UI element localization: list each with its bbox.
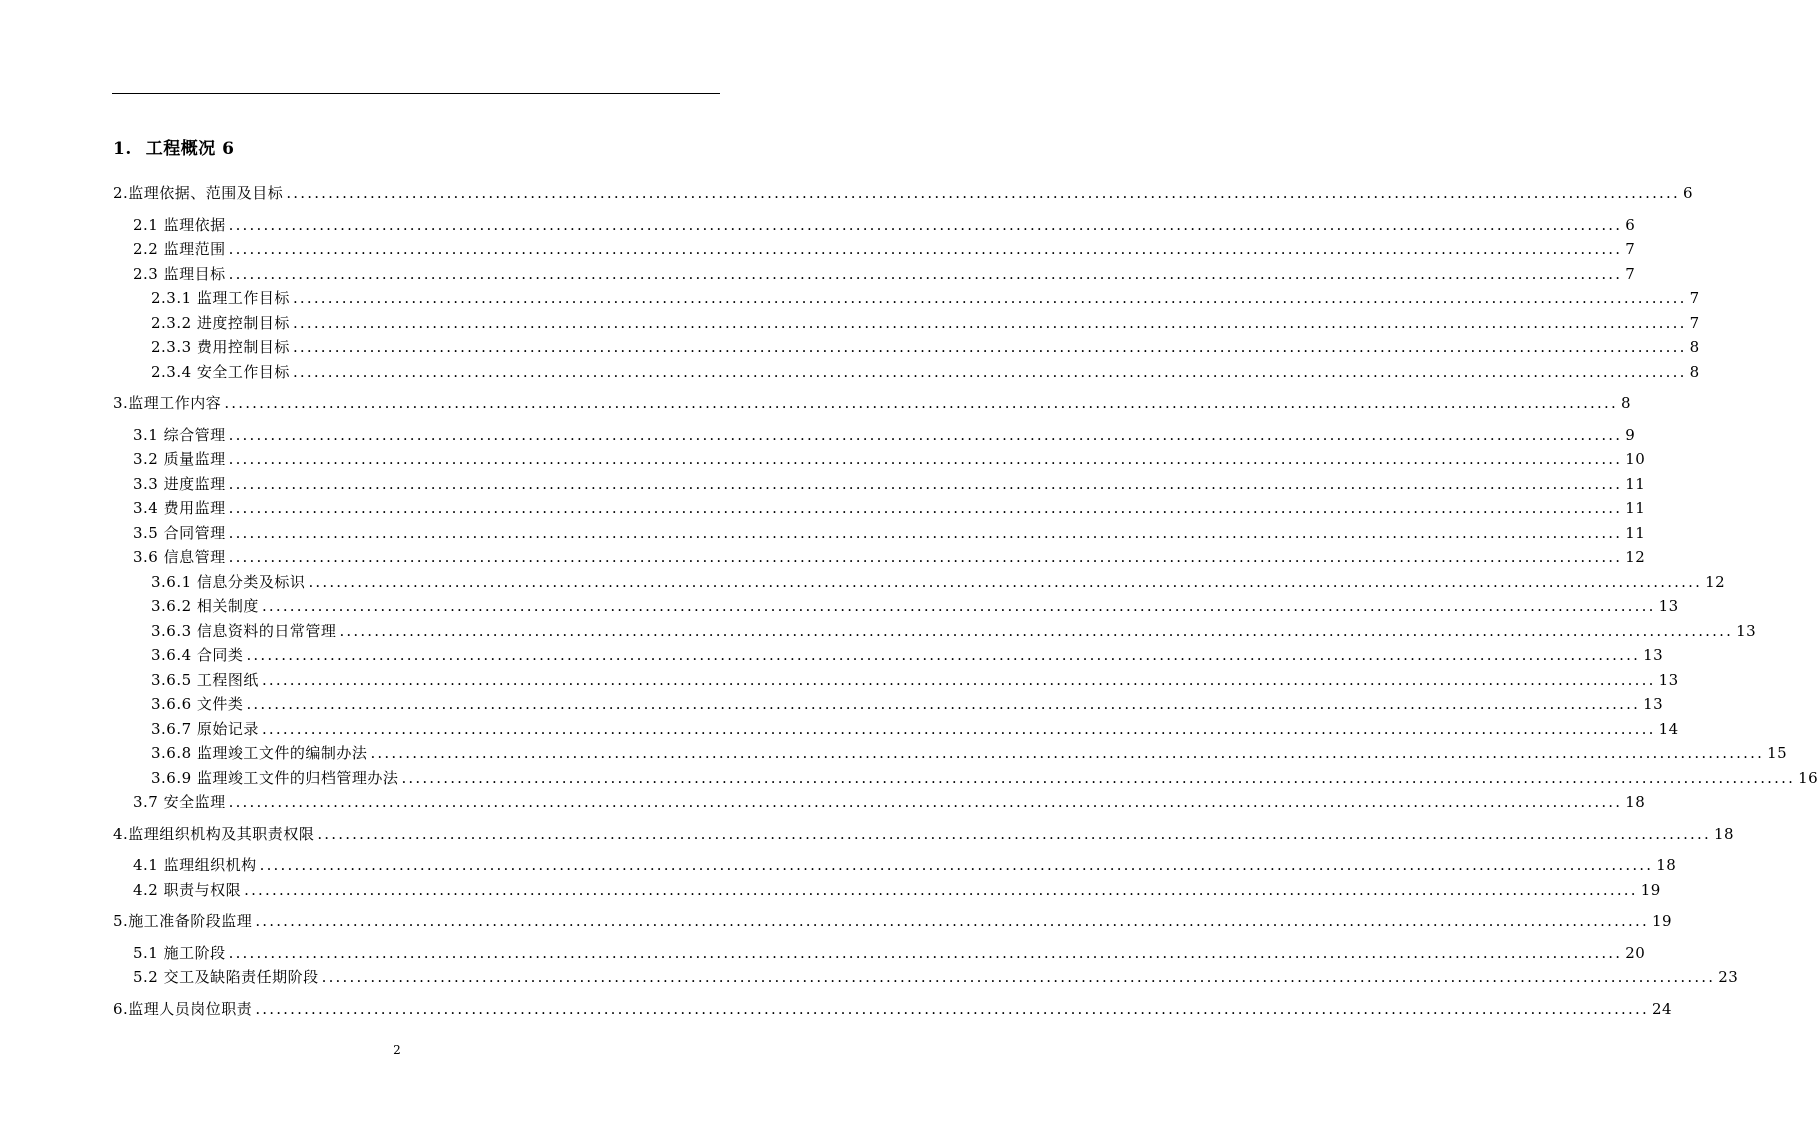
toc-leader-dots: ........................................................................................................................................................................................................ <box>228 215 1623 234</box>
toc-entry-page: 10 <box>1625 450 1646 468</box>
toc-entry-page: 13 <box>1643 646 1664 664</box>
toc-heading[interactable] <box>113 134 235 159</box>
toc-leader-dots: ........................................................................................................................................................................................................ <box>321 968 1716 986</box>
toc-entry[interactable] <box>151 763 1818 787</box>
toc-entry[interactable] <box>151 640 1664 664</box>
toc-entry-title: 3.3 进度监理 <box>133 474 226 493</box>
toc-entry-page: 18 <box>1656 856 1677 874</box>
toc-entry-title: 3.1 综合管理 <box>133 425 226 444</box>
toc-entry-page: 8 <box>1689 362 1700 381</box>
toc-entry-page: 16 <box>1798 768 1818 787</box>
toc-entry[interactable] <box>151 738 1788 762</box>
toc-entry-title: 3.6.3 信息资料的日常管理 <box>151 621 337 640</box>
toc-entry-page: 6 <box>1682 184 1693 202</box>
toc-entry[interactable] <box>151 283 1700 307</box>
toc-entry-page: 19 <box>1640 880 1661 899</box>
toc-entry[interactable] <box>133 493 1646 517</box>
toc-entry-title: 2.3 监理目标 <box>133 264 226 283</box>
toc-entry-title: 2.3.3 费用控制目标 <box>151 338 290 356</box>
toc-entry[interactable] <box>133 210 1636 234</box>
toc-entry-page: 11 <box>1625 499 1646 517</box>
toc-entry-page: 13 <box>1736 621 1757 640</box>
toc-entry[interactable] <box>151 616 1757 640</box>
toc-entry-title: 2.1 监理依据 <box>133 215 226 234</box>
toc-entry[interactable] <box>151 567 1726 591</box>
toc-entry-page: 6 <box>1625 215 1636 234</box>
toc-heading-number: 1. <box>113 139 132 159</box>
toc-leader-dots: ........................................................................................................................................................................................................ <box>317 824 1711 843</box>
toc-leader-dots: ........................................................................................................................................................................................................ <box>292 338 1687 356</box>
toc-leader-dots: ........................................................................................................................................................................................................ <box>246 695 1641 713</box>
toc-entry-page: 7 <box>1625 240 1636 258</box>
toc-entry-title: 3.2 质量监理 <box>133 450 226 468</box>
toc-entry-page: 23 <box>1718 968 1739 986</box>
toc-entry-title: 6.监理人员岗位职责 <box>113 999 253 1018</box>
toc-entry-page: 18 <box>1713 824 1735 843</box>
toc-leader-dots: ........................................................................................................................................................................................................ <box>255 912 1649 930</box>
toc-entry-page: 11 <box>1625 474 1646 493</box>
toc-entry[interactable] <box>133 850 1677 874</box>
toc-entry-page: 8 <box>1689 338 1700 356</box>
toc-entry[interactable] <box>133 444 1646 468</box>
toc-entry-title: 4.监理组织机构及其职责权限 <box>113 824 315 843</box>
toc-entry-title: 3.6.4 合同类 <box>151 646 244 664</box>
toc-entry-title: 5.2 交工及缺陷责任期阶段 <box>133 968 319 986</box>
toc-leader-dots: ........................................................................................................................................................................................................ <box>228 450 1623 468</box>
toc-leader-dots: ........................................................................................................................................................................................................ <box>339 621 1734 640</box>
toc-leader-dots: ........................................................................................................................................................................................................ <box>228 793 1623 811</box>
toc-heading-title: 工程概况 <box>145 139 216 159</box>
toc-entry-page: 7 <box>1689 313 1700 332</box>
toc-leader-dots: ........................................................................................................................................................................................................ <box>228 943 1623 962</box>
toc-entry-page: 11 <box>1625 523 1646 542</box>
toc-entry[interactable] <box>113 994 1673 1018</box>
toc-leader-dots: ........................................................................................................................................................................................................ <box>292 362 1687 381</box>
toc-entry-page: 7 <box>1625 264 1636 283</box>
toc-entry-title: 2.2 监理范围 <box>133 240 226 258</box>
toc-entry-page: 15 <box>1767 744 1788 762</box>
toc-entry-page: 14 <box>1658 719 1679 738</box>
toc-leader-dots: ........................................................................................................................................................................................................ <box>244 880 1638 899</box>
toc-entry[interactable] <box>133 962 1739 986</box>
toc-entry-title: 2.监理依据、范围及目标 <box>113 184 284 202</box>
toc-entry[interactable] <box>151 591 1679 615</box>
toc-entry-title: 2.3.1 监理工作目标 <box>151 289 290 307</box>
toc-leader-dots: ........................................................................................................................................................................................................ <box>261 719 1656 738</box>
toc-entry[interactable] <box>133 875 1661 899</box>
toc-entry-title: 4.1 监理组织机构 <box>133 856 257 874</box>
toc-heading-page: 6 <box>222 139 235 159</box>
toc-leader-dots: ........................................................................................................................................................................................................ <box>228 548 1623 566</box>
toc-leader-dots: ........................................................................................................................................................................................................ <box>246 646 1641 664</box>
toc-entry-page: 13 <box>1658 597 1679 615</box>
toc-entry-page: 13 <box>1658 670 1679 689</box>
toc-entry[interactable] <box>151 332 1700 356</box>
toc-entry-title: 3.6.6 文件类 <box>151 695 244 713</box>
toc-entry-title: 5.1 施工阶段 <box>133 943 226 962</box>
toc-entry-page: 12 <box>1705 572 1726 591</box>
toc-entry[interactable] <box>113 819 1735 843</box>
toc-entry[interactable] <box>133 938 1646 962</box>
toc-entry[interactable] <box>133 420 1636 444</box>
toc-leader-dots: ........................................................................................................................................................................................................ <box>224 394 1618 412</box>
toc-entry-title: 3.6.2 相关制度 <box>151 597 259 615</box>
toc-entry-title: 3.6.7 原始记录 <box>151 719 259 738</box>
toc-entry-title: 3.6.5 工程图纸 <box>151 670 259 689</box>
toc-entry[interactable] <box>133 542 1646 566</box>
toc-entry[interactable] <box>151 357 1700 381</box>
toc-entry-page: 8 <box>1620 394 1631 412</box>
page-number: 2 <box>393 1043 401 1057</box>
toc-entry-title: 3.6.9 监理竣工文件的归档管理办法 <box>151 768 399 787</box>
toc-leader-dots: ........................................................................................................................................................................................................ <box>261 670 1656 689</box>
toc-entry[interactable] <box>151 665 1679 689</box>
toc-entry[interactable] <box>133 259 1636 283</box>
toc-leader-dots: ........................................................................................................................................................................................................ <box>286 184 1680 202</box>
toc-entry[interactable] <box>151 714 1679 738</box>
toc-leader-dots: ........................................................................................................................................................................................................ <box>308 572 1703 591</box>
toc-entry[interactable] <box>113 388 1631 412</box>
toc-leader-dots: ........................................................................................................................................................................................................ <box>259 856 1654 874</box>
toc-entry-title: 4.2 职责与权限 <box>133 880 242 899</box>
toc-entry-title: 2.3.2 进度控制目标 <box>151 313 290 332</box>
toc-entry[interactable] <box>151 689 1664 713</box>
toc-entry[interactable] <box>133 518 1646 542</box>
toc-entry[interactable] <box>113 178 1693 202</box>
toc-leader-dots: ........................................................................................................................................................................................................ <box>255 999 1649 1018</box>
toc-entry-page: 24 <box>1651 999 1673 1018</box>
toc-entry[interactable] <box>151 308 1700 332</box>
toc-leader-dots: ........................................................................................................................................................................................................ <box>228 264 1623 283</box>
header-rule <box>112 93 720 94</box>
toc-entry-page: 13 <box>1643 695 1664 713</box>
toc-entry[interactable] <box>133 469 1646 493</box>
toc-entry-title: 3.6 信息管理 <box>133 548 226 566</box>
toc-entry-page: 12 <box>1625 548 1646 566</box>
toc-entry-title: 3.6.8 监理竣工文件的编制办法 <box>151 744 368 762</box>
toc-entry-title: 3.6.1 信息分类及标识 <box>151 572 306 591</box>
toc-entry-page: 20 <box>1625 943 1646 962</box>
toc-entry-page: 18 <box>1625 793 1646 811</box>
toc-leader-dots: ........................................................................................................................................................................................................ <box>292 313 1687 332</box>
toc-leader-dots: ........................................................................................................................................................................................................ <box>228 474 1623 493</box>
toc-leader-dots: ........................................................................................................................................................................................................ <box>370 744 1765 762</box>
toc-entry-page: 19 <box>1651 912 1673 930</box>
toc-entry-page: 7 <box>1689 289 1700 307</box>
toc-leader-dots: ........................................................................................................................................................................................................ <box>228 425 1623 444</box>
toc-leader-dots: ........................................................................................................................................................................................................ <box>292 289 1687 307</box>
toc-entry-page: 9 <box>1625 425 1636 444</box>
toc-entry[interactable] <box>133 787 1646 811</box>
toc-entry-title: 3.监理工作内容 <box>113 394 222 412</box>
toc-entry-title: 3.7 安全监理 <box>133 793 226 811</box>
toc-leader-dots: ........................................................................................................................................................................................................ <box>261 597 1656 615</box>
toc-entry[interactable] <box>113 906 1673 930</box>
toc-entry-title: 2.3.4 安全工作目标 <box>151 362 290 381</box>
toc-entry-title: 5.施工准备阶段监理 <box>113 912 253 930</box>
toc-leader-dots: ........................................................................................................................................................................................................ <box>228 499 1623 517</box>
toc-entry-title: 3.5 合同管理 <box>133 523 226 542</box>
toc-entry-title: 3.4 费用监理 <box>133 499 226 517</box>
toc-entry[interactable] <box>133 234 1636 258</box>
toc-leader-dots: ........................................................................................................................................................................................................ <box>228 523 1623 542</box>
toc-leader-dots: ........................................................................................................................................................................................................ <box>401 768 1796 787</box>
toc-leader-dots: ........................................................................................................................................................................................................ <box>228 240 1623 258</box>
